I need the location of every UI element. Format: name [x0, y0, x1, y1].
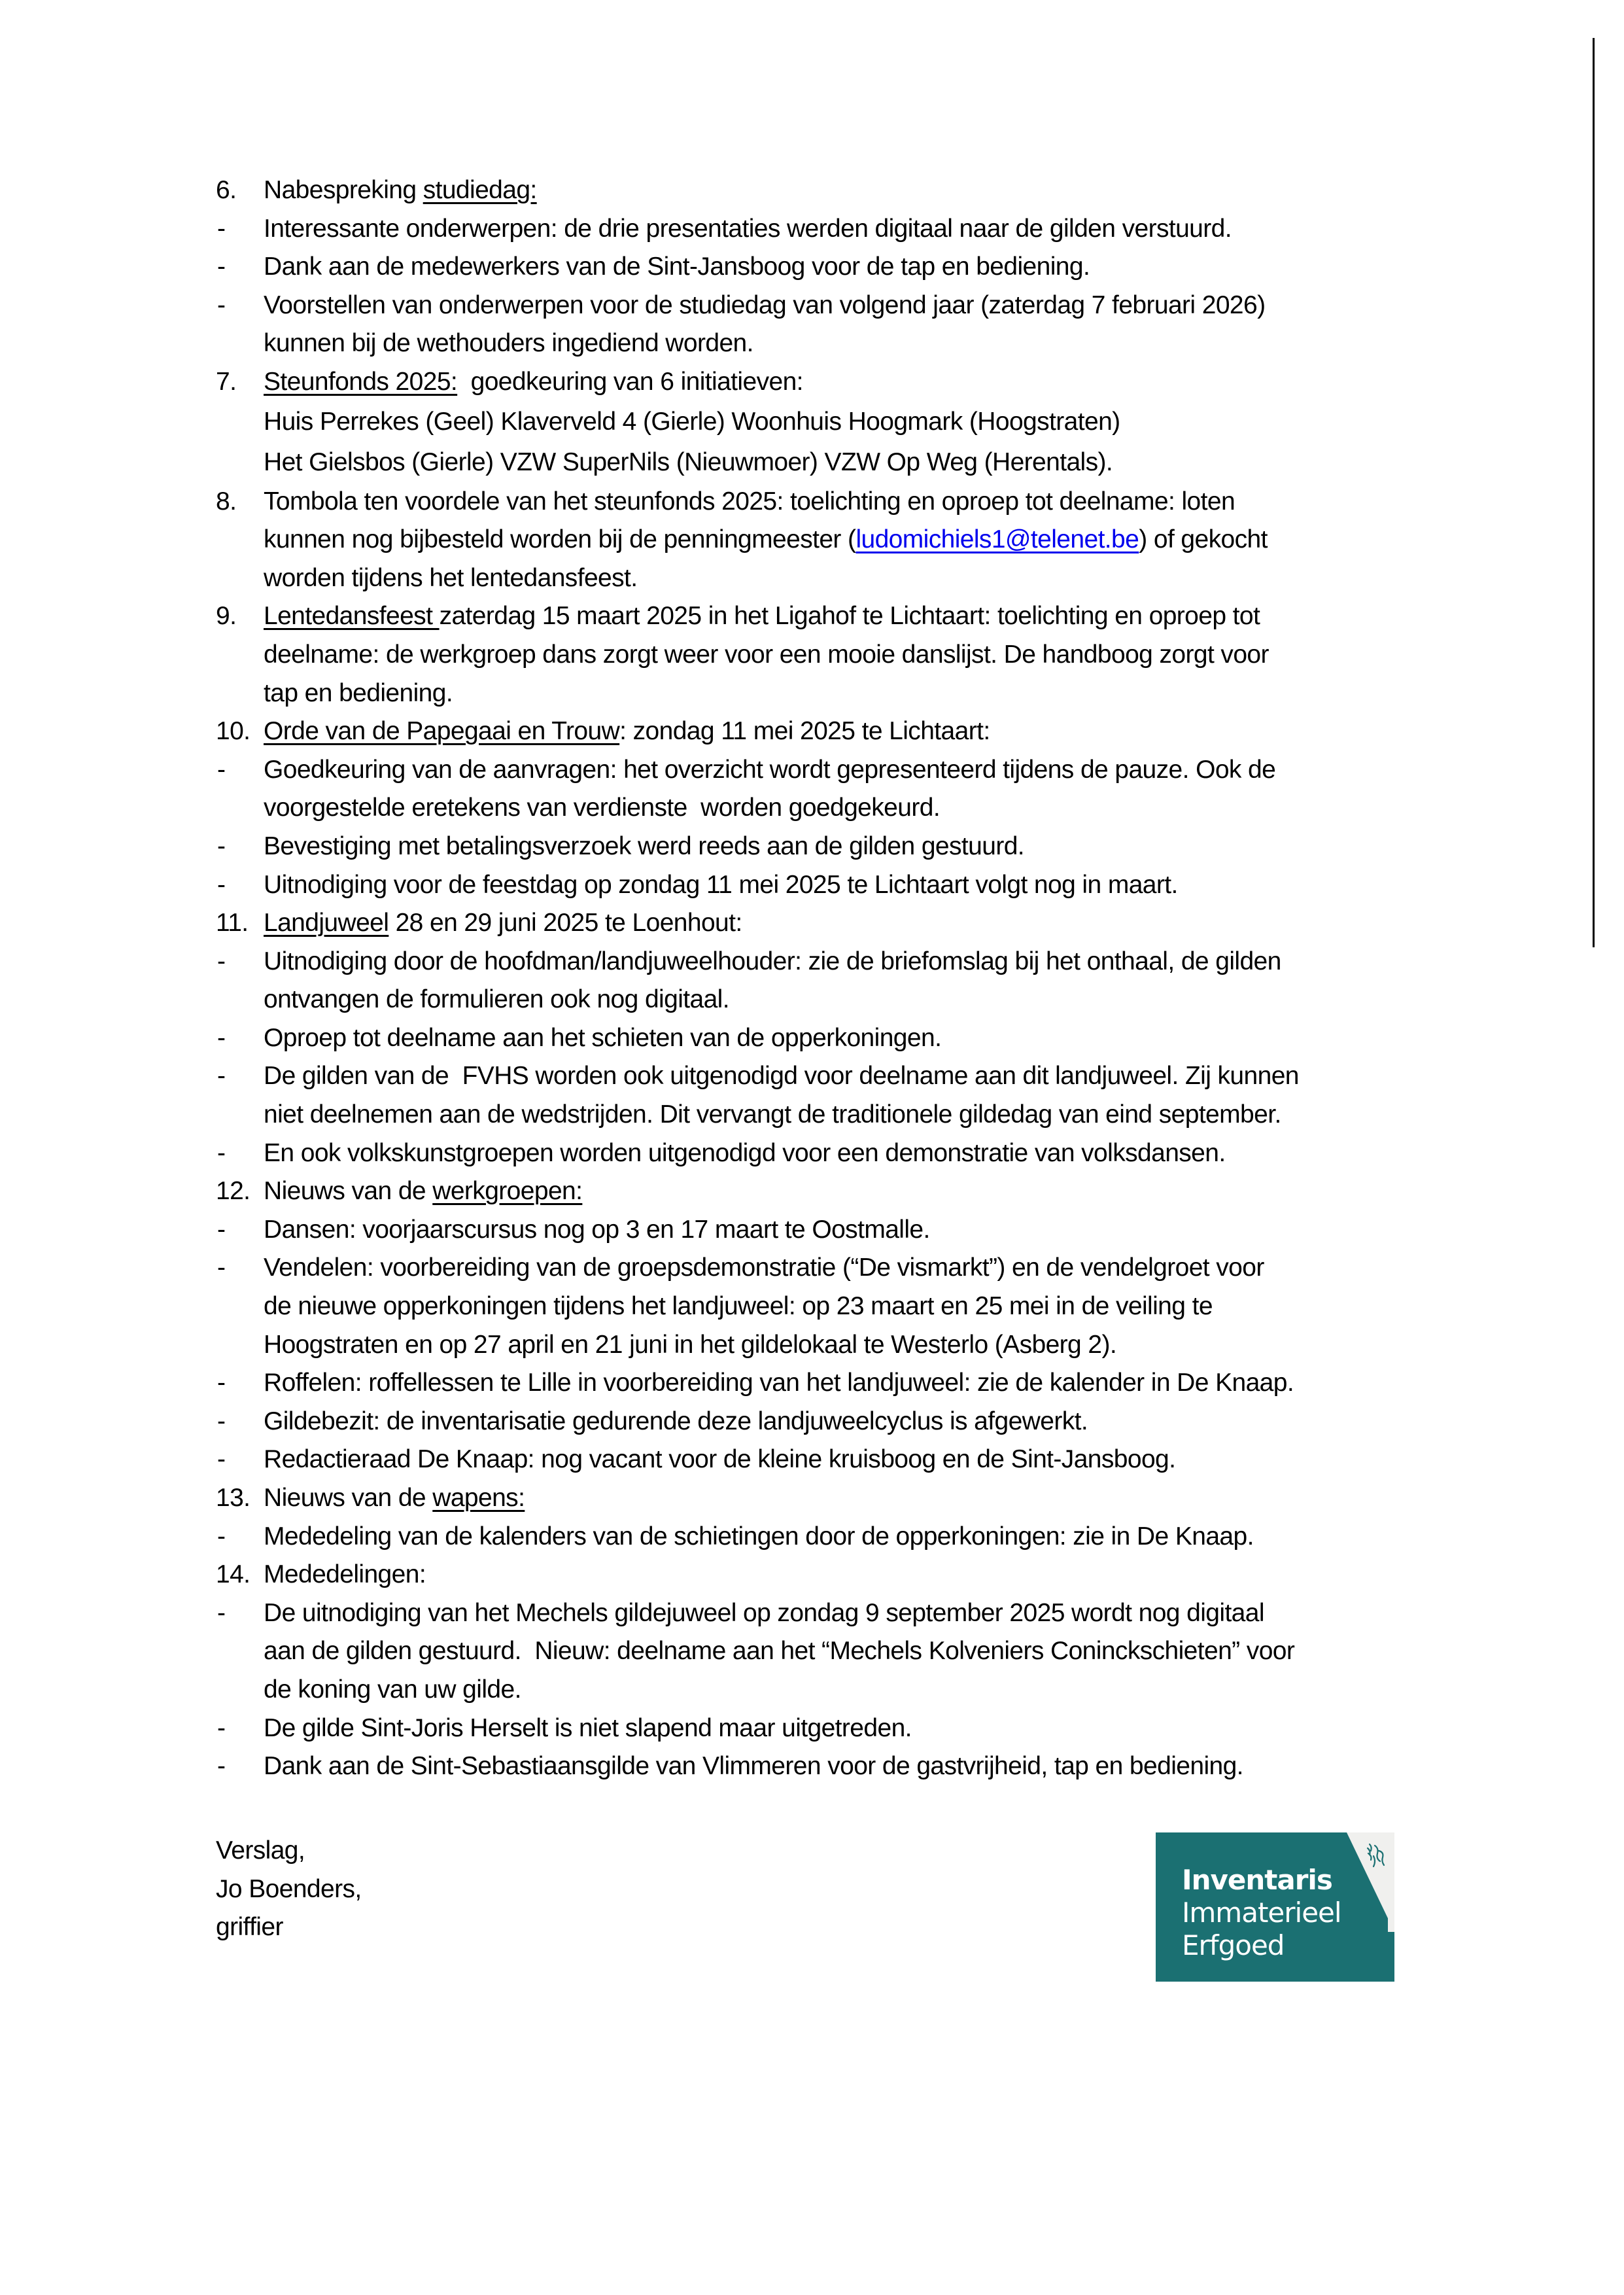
bullet-text: Bevestiging met betalingsverzoek werd reeds aan de gilden gestuurd.: [264, 832, 1025, 860]
bullet-item: [216, 828, 1511, 866]
bullet-text: Oproep tot deelname aan het schieten van de opperkoningen.: [264, 1023, 942, 1052]
signature-author-name: Jo Boenders,: [216, 1874, 362, 1903]
agenda-item-12: [216, 1172, 1511, 1211]
bullet-dash: -: [217, 214, 226, 243]
bullet-continuation: [216, 1288, 1511, 1326]
item-heading: zaterdag 15 maart 2025 in het Ligahof te Lichtaart: toelichting en oproep tot: [439, 602, 1260, 631]
bullet-text: De gilden van de FVHS worden ook uitgenodigd voor deelname aan dit landjuweel. Zij kunnen: [264, 1062, 1299, 1091]
bullet-text: Dansen: voorjaarscursus nog op 3 en 17 maart te Oostmalle.: [264, 1215, 930, 1244]
bullet-item: [216, 866, 1511, 905]
bullet-item: [216, 210, 1511, 249]
bullet-text: Redactieraad De Knaap: nog vacant voor de kleine kruisboog en de Sint-Jansboog.: [264, 1445, 1176, 1474]
item-heading-underlined: werkgroepen:: [432, 1177, 583, 1206]
agenda-item-8: [216, 483, 1511, 521]
bullet-dash: -: [217, 1253, 226, 1282]
item-continuation: [216, 521, 1511, 559]
bullet-text: niet deelnemen aan de wedstrijden. Dit vervangt de traditionele gildedag van eind september.: [264, 1100, 1281, 1129]
bullet-text: En ook volkskunstgroepen worden uitgenodigd voor een demonstratie van volksdansen.: [264, 1138, 1226, 1167]
bullet-dash: -: [217, 1062, 226, 1091]
item-heading-underlined: wapens:: [432, 1484, 525, 1512]
bullet-continuation: [216, 324, 1511, 363]
bullet-text: Uitnodiging voor de feestdag op zondag 11 mei 2025 te Lichtaart volgt nog in maart.: [264, 870, 1178, 899]
bullet-item: [216, 943, 1511, 981]
item-heading: 28 en 29 juni 2025 te Loenhout:: [389, 909, 742, 937]
item-text: Tombola ten voordele van het steunfonds 2025: toelichting en oproep tot deelname: loten: [264, 487, 1235, 516]
bullet-item: [216, 1441, 1511, 1479]
bullet-dash: -: [217, 1752, 226, 1781]
item-heading: Nieuws van de: [264, 1484, 433, 1512]
bullet-text: De uitnodiging van het Mechels gildejuweel op zondag 9 september 2025 wordt nog digitaal: [264, 1598, 1264, 1627]
item-heading: : zondag 11 mei 2025 te Lichtaart:: [619, 717, 990, 746]
bullet-text: Hoogstraten en op 27 april en 21 juni in het gildelokaal te Westerlo (Asberg 2).: [264, 1330, 1117, 1359]
bullet-text: kunnen bij de wethouders ingediend worden.: [264, 329, 753, 358]
bullet-item: [216, 751, 1511, 790]
bullet-item: [216, 1249, 1511, 1288]
flemish-lion-icon: [1366, 1842, 1387, 1870]
item-number: 13.: [216, 1484, 251, 1512]
item-heading: goedkeuring van 6 initiatieven:: [457, 367, 803, 396]
bullet-item: [216, 1364, 1511, 1403]
bullet-item: [216, 1518, 1511, 1556]
agenda-item-7: [216, 363, 1511, 402]
item-number: 10.: [216, 717, 251, 746]
bullet-item: [216, 248, 1511, 287]
bullet-text: de nieuwe opperkoningen tijdens het landjuweel: op 23 maart en 25 mei in de veiling te: [264, 1292, 1213, 1321]
agenda-item-10: [216, 712, 1511, 751]
bullet-text: Vendelen: voorbereiding van de groepsdemonstratie (“De vismarkt”) en de vendelgroet voor: [264, 1253, 1264, 1282]
bullet-dash: -: [217, 1445, 226, 1474]
logo-corner-fill: [1388, 1832, 1394, 1932]
bullet-item: [216, 1403, 1511, 1441]
item-text: deelname: de werkgroep dans zorgt weer voor een mooie danslijst. De handboog zorgt voor: [264, 640, 1269, 669]
initiatives-line: [216, 442, 1511, 483]
item-number: 9.: [216, 602, 237, 631]
bullet-text: Voorstellen van onderwerpen voor de studiedag van volgend jaar (zaterdag 7 februari 2026): [264, 290, 1266, 319]
bullet-text: Gildebezit: de inventarisatie gedurende deze landjuweelcyclus is afgewerkt.: [264, 1407, 1088, 1435]
bullet-dash: -: [217, 947, 226, 975]
bullet-text: Interessante onderwerpen: de drie presentaties werden digitaal naar de gilden verstuurd.: [264, 214, 1232, 243]
item-number: 8.: [216, 487, 237, 516]
bullet-item: [216, 1057, 1511, 1096]
treasurer-email-link[interactable]: ludomichiels1@telenet.be: [855, 525, 1139, 554]
bullet-dash: -: [217, 1023, 226, 1052]
bullet-text: de koning van uw gilde.: [264, 1675, 521, 1704]
initiatives-text: Huis Perrekes (Geel) Klaverveld 4 (Gierle) Woonhuis Hoogmark (Hoogstraten): [264, 407, 1120, 436]
bullet-text: Roffelen: roffellessen te Lille in voorbereiding van het landjuweel: zie de kalender in De Knaap.: [264, 1369, 1294, 1397]
agenda-item-9: [216, 597, 1511, 636]
bullet-item: [216, 287, 1511, 325]
bullet-text: aan de gilden gestuurd. Nieuw: deelname aan het “Mechels Kolveniers Coninckschieten” voor: [264, 1637, 1295, 1666]
bullet-item: [216, 1019, 1511, 1058]
item-heading-underlined: studiedag:: [423, 176, 537, 204]
signature-block: [216, 1832, 362, 1947]
item-continuation: [216, 674, 1511, 713]
bullet-continuation: [216, 789, 1511, 828]
agenda-item-14: [216, 1556, 1511, 1594]
item-text: kunnen nog bijbesteld worden bij de penningmeester (: [264, 525, 856, 554]
bullet-dash: -: [217, 290, 226, 319]
bullet-dash: -: [217, 253, 226, 281]
bullet-continuation: [216, 1326, 1511, 1365]
item-text: tap en bediening.: [264, 678, 453, 707]
bullet-dash: -: [217, 1215, 226, 1244]
bullet-dash: -: [217, 870, 226, 899]
bullet-continuation: [216, 981, 1511, 1019]
bullet-text: Uitnodiging door de hoofdman/landjuweelhouder: zie de briefomslag bij het onthaal, de gilden: [264, 947, 1281, 975]
item-heading-underlined: Orde van de Papegaai en Trouw: [264, 717, 620, 746]
bullet-continuation: [216, 1632, 1511, 1671]
item-heading-underlined: Landjuweel: [264, 909, 389, 937]
bullet-continuation: [216, 1096, 1511, 1134]
item-continuation: [216, 559, 1511, 598]
bullet-text: Dank aan de Sint-Sebastiaansgilde van Vlimmeren voor de gastvrijheid, tap en bediening.: [264, 1752, 1243, 1781]
item-number: 6.: [216, 176, 237, 204]
initiatives-text: Het Gielsbos (Gierle) VZW SuperNils (Nieuwmoer) VZW Op Weg (Herentals).: [264, 447, 1113, 476]
bullet-dash: -: [217, 1407, 226, 1435]
bullet-text: Goedkeuring van de aanvragen: het overzicht wordt gepresenteerd tijdens de pauze. Ook de: [264, 755, 1276, 784]
bullet-dash: -: [217, 1369, 226, 1397]
item-number: 12.: [216, 1177, 251, 1206]
minutes-body: [216, 171, 1511, 1786]
signature-author-role: griffier: [216, 1913, 283, 1942]
bullet-item: [216, 1134, 1511, 1173]
agenda-item-13: [216, 1479, 1511, 1518]
item-text: ) of gekocht: [1139, 525, 1268, 554]
initiatives-line: [216, 402, 1511, 442]
bullet-dash: -: [217, 832, 226, 860]
bullet-item: [216, 1709, 1511, 1748]
bullet-dash: -: [217, 1713, 226, 1742]
item-number: 7.: [216, 367, 237, 396]
item-number: 14.: [216, 1560, 251, 1589]
item-heading-underlined: Steunfonds 2025:: [264, 367, 458, 396]
item-heading: Nabespreking: [264, 176, 423, 204]
item-text: worden tijdens het lentedansfeest.: [264, 563, 638, 592]
item-heading: Mededelingen:: [264, 1560, 426, 1589]
bullet-text: Dank aan de medewerkers van de Sint-Jansboog voor de tap en bediening.: [264, 253, 1090, 281]
logo-line-1: Inventaris: [1182, 1864, 1332, 1896]
page-edge-rule: [1593, 38, 1595, 947]
bullet-text: ontvangen de formulieren ook nog digitaal.: [264, 985, 729, 1014]
bullet-dash: -: [217, 1598, 226, 1627]
agenda-item-11: [216, 904, 1511, 943]
bullet-continuation: [216, 1671, 1511, 1709]
inventaris-immaterieel-erfgoed-logo: [1156, 1832, 1394, 1982]
logo-line-3: Erfgoed: [1182, 1929, 1285, 1961]
signature-report-label: Verslag,: [216, 1836, 305, 1865]
bullet-dash: -: [217, 1138, 226, 1167]
agenda-item-6: [216, 171, 1511, 210]
logo-line-2: Immaterieel: [1182, 1897, 1341, 1929]
bullet-item: [216, 1747, 1511, 1786]
bullet-item: [216, 1211, 1511, 1250]
bullet-text: Mededeling van de kalenders van de schietingen door de opperkoningen: zie in De Knaap.: [264, 1522, 1254, 1550]
item-number: 11.: [216, 909, 249, 937]
bullet-text: De gilde Sint-Joris Herselt is niet slapend maar uitgetreden.: [264, 1713, 912, 1742]
item-heading-underlined: Lentedansfeest: [264, 602, 440, 631]
bullet-item: [216, 1594, 1511, 1633]
item-heading: Nieuws van de: [264, 1177, 433, 1206]
bullet-dash: -: [217, 1522, 226, 1550]
item-continuation: [216, 636, 1511, 674]
bullet-dash: -: [217, 755, 226, 784]
bullet-text: voorgestelde eretekens van verdienste worden goedgekeurd.: [264, 794, 941, 822]
